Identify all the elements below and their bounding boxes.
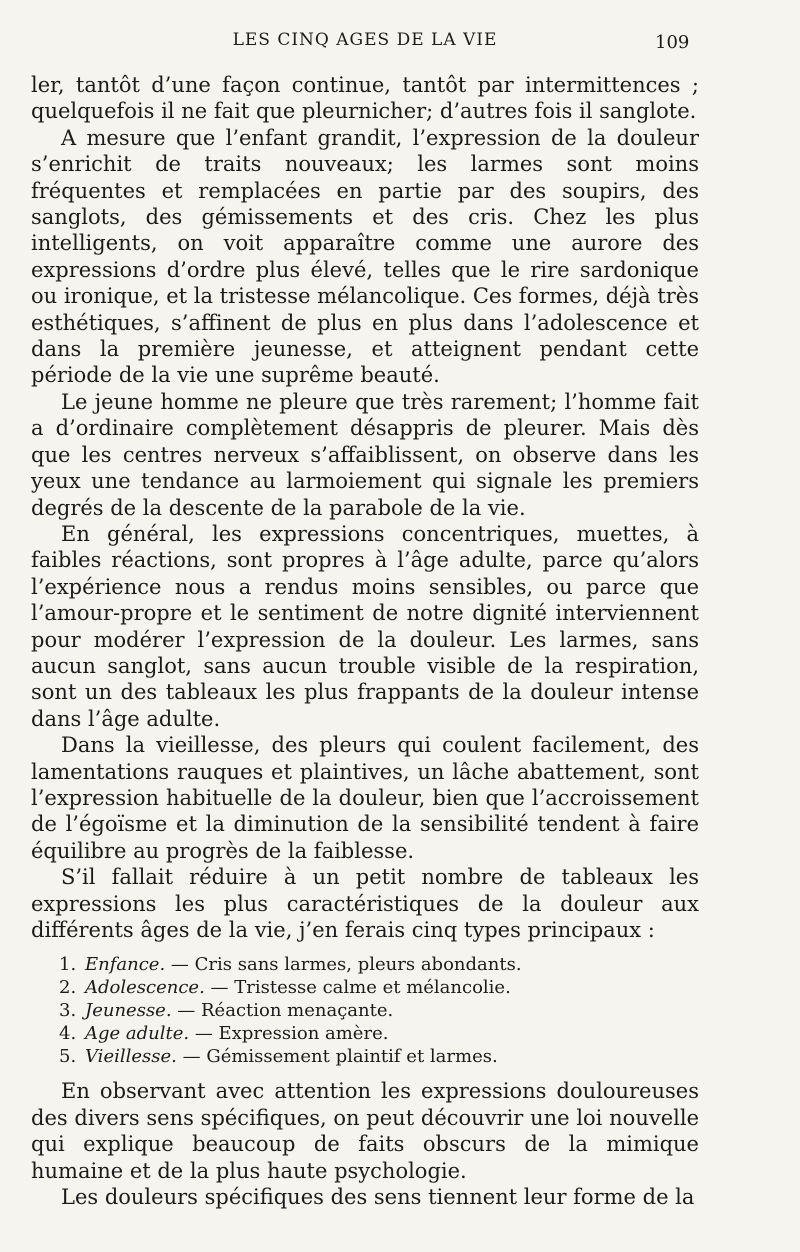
list-item	[59, 1022, 699, 1045]
list-item	[59, 976, 699, 999]
paragraph: A mesure que l’enfant grandit, l’expression de la douleur s’enrichit de traits nouveaux; les larmes sont moins fréquentes et remplacées en partie par des soupirs, des sanglots, des gémissements et des cris. Chez les plus intelligents, on voit apparaître comme une aurore des expressions d’ordre plus élevé, telles que le rire sardonique ou ironique, et la tristesse mélancolique. Ces formes, déjà très esthétiques, s’affinent de plus en plus dans l’adolescence et dans la première jeunesse, et atteignent pendant cette période de la vie une suprême beauté.	[31, 125, 699, 388]
list-description: — Réaction menaçante.	[171, 1000, 394, 1022]
list-item	[59, 999, 699, 1022]
list-term: Adolescence.	[85, 977, 205, 999]
paragraph: Les douleurs spécifiques des sens tiennent leur forme de la	[61, 1185, 695, 1210]
paragraph: ler, tantôt d’une façon continue, tantôt par intermittences ; quelquefois il ne fait que pleurnicher; d’autres fois il sanglote.	[31, 73, 699, 124]
list-term: Enfance.	[85, 954, 166, 976]
list-description: — Expression amère.	[189, 1023, 389, 1045]
paragraph: Le jeune homme ne pleure que très rarement; l’homme fait a d’ordinaire complètement désappris de pleurer. Mais dès que les centres nerveux s’affaiblissent, on observe dans les yeux une tendance au larmoiement qui signale les premiers degrés de la descente de la parabole de la vie.	[31, 389, 699, 520]
list-number: 2.	[59, 977, 77, 999]
paragraph: En général, les expressions concentriques, muettes, à faibles réactions, sont propres à l’âge adulte, parce qu’alors l’expérience nous a rendus moins sensibles, ou parce que l’amour-propre et le sentiment de notre dignité interviennent pour modérer l’expression de la douleur. Les larmes, sans aucun sanglot, sans aucun trouble visible de la respiration, sont un des tableaux les plus frappants de la douleur intense dans l’âge adulte.	[31, 521, 699, 731]
paragraph: Dans la vieillesse, des pleurs qui coulent facilement, des lamentations rauques et plaintives, un lâche abattement, sont l’expression habituelle de la douleur, bien que l’accroissement de l’égoïsme et la diminution de la sensibilité tendent à faire équilibre au progrès de la faiblesse.	[31, 733, 699, 863]
age-types-list	[59, 953, 699, 1068]
list-term: Age adulte.	[85, 1023, 190, 1045]
list-term: Jeunesse.	[85, 1000, 172, 1022]
list-item	[59, 953, 699, 976]
list-term: Vieillesse.	[85, 1046, 177, 1068]
list-number: 5.	[59, 1046, 77, 1068]
list-description: — Gémissement plaintif et larmes.	[176, 1046, 498, 1068]
body-text	[31, 72, 699, 1210]
list-number: 4.	[59, 1023, 77, 1045]
list-number: 3.	[59, 1000, 77, 1022]
list-description: — Cris sans larmes, pleurs abondants.	[165, 954, 522, 976]
paragraph: S’il fallait réduire à un petit nombre de tableaux les expressions les plus caractéristiques de la douleur aux différents âges de la vie, j’en ferais cinq types principaux :	[31, 865, 699, 942]
running-title: LES CINQ AGES DE LA VIE	[232, 30, 498, 50]
paragraph: En observant avec attention les expressions douloureuses des divers sens spécifiques, on peut découvrir une loi nouvelle qui explique beaucoup de faits obscurs de la mimique humaine et de la plus haute psychologie.	[31, 1079, 699, 1183]
page-number: 109	[655, 32, 690, 53]
list-item	[59, 1045, 699, 1068]
list-description: — Tristesse calme et mélancolie.	[204, 977, 511, 999]
list-number: 1.	[59, 954, 77, 976]
